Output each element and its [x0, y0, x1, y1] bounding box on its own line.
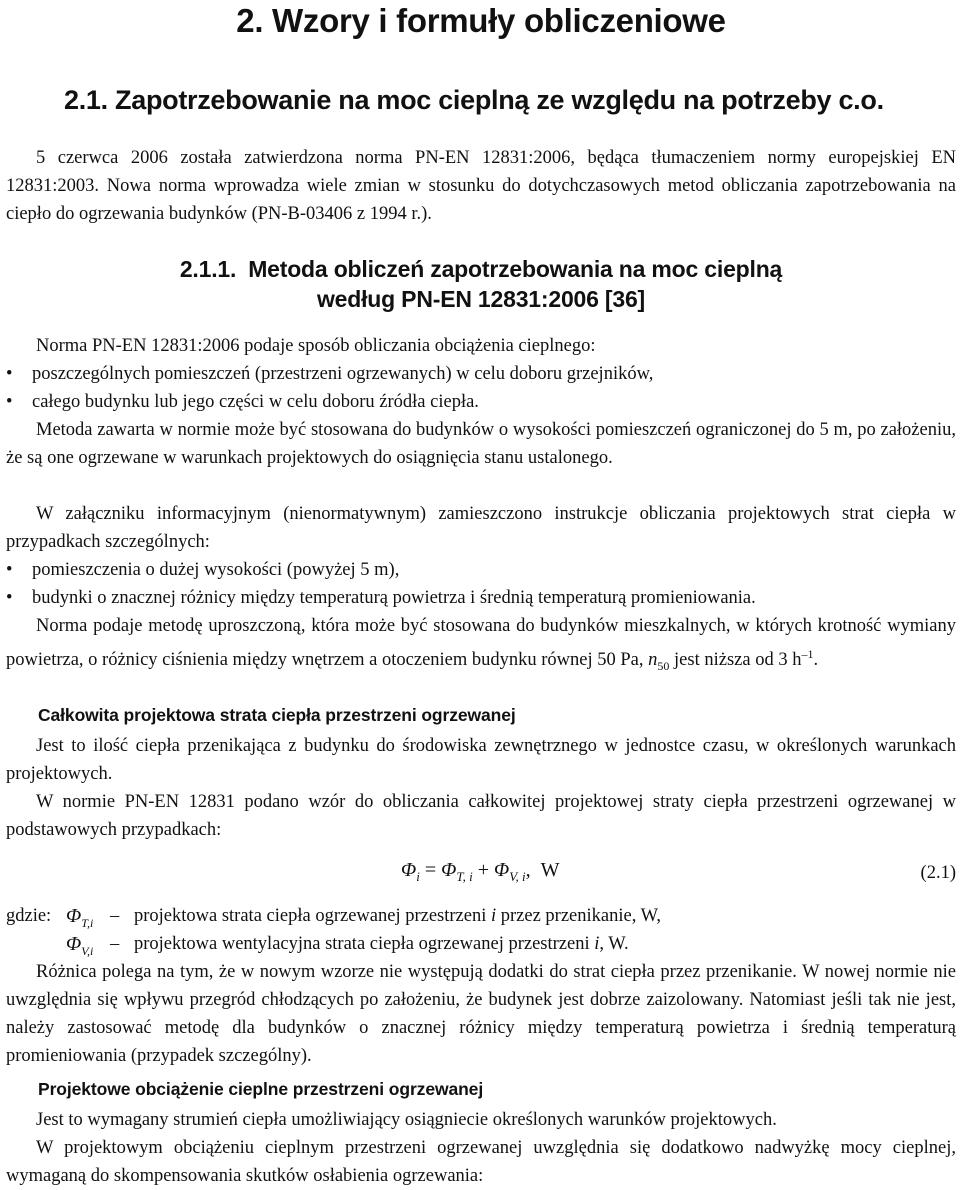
- list-item-text: poszczególnych pomieszczeń (przestrzeni ogrzewanych) w celu doboru grzejników,: [32, 364, 654, 384]
- bullet-icon: •: [6, 560, 13, 580]
- heading-total-heat-loss: Całkowita projektowa strata ciepła przestrzeni ogrzewanej: [38, 705, 516, 725]
- intro-text: 5 czerwca 2006 została zatwierdzona norma PN-EN 12831:2006, będąca tłumaczeniem normy europejskiej EN 12831:2003. Nowa norma wprowadza wiele zmian w stosunku do dotychczasowych metod obliczania zapotrzebowania na ciepło do ogrzewania budynków (PN-B-03406 z 1994 r.).: [6, 148, 956, 224]
- document-page: 2. Wzory i formuły obliczeniowe 2.1. Zapotrzebowanie na moc cieplną ze względu na potrzeby c.o. 5 czerwca 2006 została zatwierdzona norma PN-EN 12831:2006, będąca tłumaczeniem normy europejskiej EN 12831:2003. Nowa norma wprowadza wiele zmian w stosunku do dotychczasowych metod obliczania zapotrzebowania na ciepło do ogrzewania budynków (PN-B-03406 z 1994 r.). 2.1.1. Metoda obliczeń zapotrzebowania na moc cieplną według PN-EN 12831:2006 [36] Norma PN-EN 12831:2006 podaje sposób obliczania obciążenia cieplnego: • poszczególnych pomieszczeń (przestrzeni ogrzewanych) w celu doboru grzejników, • całego budynku lub jego części w celu doboru źródła ciepła. Metoda zawarta w normie może być stosowana do budynków o wysokości pomieszczeń ograniczonej do 5 m, po założeniu, że są one ogrzewane w warunkach projektowych do osiągnięcia stanu ustalonego. W załączniku informacyjnym (nienormatywnym) zamieszczono instrukcje obliczania projektowych strat ciepła w przypadkach szczególnych: • pomieszczenia o dużej wysokości (powyżej 5 m), • budynki o znacznej różnicy między temperaturą powietrza i średnią temperaturą promieniowania. Norma podaje metodę uproszczoną, która może być stosowana do budynków mieszkalnych, w których krotność wymiany powietrza, o różnicy ciśnienia między wnętrzem a otoczeniem budynku równej 50 Pa, $n_{50}$ jest niższa od 3 $h^{-1}$. Całkowita projektowa strata ciepła przestrzeni ogrzewanej Jest to ilość ciepła przenikająca z budynku do środowiska zewnętrznego w jednostce czasu, w określonych warunkach projektowych. W normie PN-EN 12831 podano wzór do obliczania całkowitej projektowej straty ciepła przestrzeni ogrzewanej w podstawowych przypadkach: $\Phi_i = \Phi_{T, i} + \Phi_{V, i}$, W (2.1) gdzie: $\Phi_{T,i}$ – projektowa strata ciepła ogrzewanej przestrzeni i przez przenikanie, W, $\Phi_{V,i}$ – projektowa wentylacyjna strata ciepła ogrzewanej przestrzeni i, W. Różnica polega na tym, że w nowym wzorze nie występują dodatki do strat ciepła przez przenikanie. W nowej normie nie uwzględnia się wpływu przegród chłodzących po założeniu, że budynek jest dobrze zaizolowany. Natomiast jeśli tak nie jest, należy zastosować metodę dla budynków o znacznej różnicy między temperaturą powietrza i średnią temperaturą promieniowania (przypadek szczególny). Projektowe obciążenie cieplne przestrzeni ogrzewanej Jest to wymagany strumień ciepła umożliwiający osiągniecie określonych warunków projektowych. W projektowym obciążeniu cieplnym przestrzeni ogrzewanej uwzględnia się dodatkowo nadwyżkę mocy cieplnej, wymaganą do skompensowania skutków osłabienia ogrzewania:: [6, 0, 956, 40]
- air-change-tail: .: [813, 650, 819, 671]
- list-item-text: całego budynku lub jego części w celu doboru źródła ciepła.: [32, 392, 479, 412]
- list-item-text: pomieszczenia o dużej wysokości (powyżej 5 m),: [32, 560, 400, 580]
- equation-formula: $\Phi_i = \Phi_{T, i} + \Phi_{V, i}$, W: [401, 859, 560, 884]
- paragraph-8: Jest to wymagany strumień ciepła umożliwiający osiągniecie określonych warunków projektowych.: [36, 1110, 777, 1130]
- air-change-subscript: 50: [657, 658, 670, 673]
- air-change-superscript: –1: [801, 647, 814, 661]
- subsection-title-line1: Metoda obliczeń zapotrzebowania na moc cieplną: [248, 256, 783, 282]
- definition-text: projektowa strata ciepła ogrzewanej przestrzeni i przez przenikanie, W,: [134, 906, 662, 926]
- paragraph-6: W normie PN-EN 12831 podano wzór do obliczania całkowitej projektowej straty ciepła przestrzeni ogrzewanej w podstawowych przypadkach:: [6, 792, 956, 840]
- definition-symbol: $\Phi_{T,i}$: [66, 905, 94, 930]
- air-change-text: jest niższa od 3 h: [669, 650, 802, 671]
- bullet-icon: •: [6, 364, 13, 384]
- bullet-icon: •: [6, 588, 13, 608]
- paragraph-7: Różnica polega na tym, że w nowym wzorze nie występują dodatki do strat ciepła przez przenikanie. W nowej normie nie uwzględnia się wpływu przegród chłodzących po założeniu, że budynek jest dobrze zaizolowany. Natomiast jeśli tak nie jest, należy zastosować metodę dla budynków o znacznej różnicy między temperaturą powietrza i średnią temperaturą promieniowania (przypadek szczególny).: [6, 962, 956, 1066]
- air-change-symbol: n: [648, 650, 658, 671]
- heading-design-heat-load: Projektowe obciążenie cieplne przestrzeni ogrzewanej: [38, 1079, 484, 1099]
- list-item-text: budynki o znacznej różnicy między temperaturą powietrza i średnią temperaturą promieniowania.: [32, 588, 756, 608]
- bullet-icon: •: [6, 392, 13, 412]
- section-title: 2.1. Zapotrzebowanie na moc cieplną ze względu na potrzeby c.o.: [64, 85, 884, 115]
- paragraph-3: W załączniku informacyjnym (nienormatywnym) zamieszczono instrukcje obliczania projektowych strat ciepła w przypadkach szczególnych:: [6, 504, 956, 552]
- subsection-title-line2: według PN-EN 12831:2006 [36]: [316, 286, 646, 312]
- paragraph-9: W projektowym obciążeniu cieplnym przestrzeni ogrzewanej uwzględnia się dodatkowo nadwyżkę mocy cieplnej, wymaganą do skompensowania skutków osłabienia ogrzewania:: [6, 1138, 956, 1186]
- equation-2-1: [6, 855, 956, 895]
- definition-symbol: $\Phi_{V,i}$: [66, 933, 94, 958]
- where-label: gdzie:: [6, 906, 52, 926]
- paragraph-2: Metoda zawarta w normie może być stosowana do budynków o wysokości pomieszczeń ograniczonej do 5 m, po założeniu, że są one ogrzewane w warunkach projektowych do osiągnięcia stanu ustalonego.: [6, 420, 956, 468]
- subsection-heading: [6, 254, 956, 314]
- paragraph-4-text: Norma podaje metodę uproszczoną, która może być stosowana do budynków mieszkalnych, w których krotność wymiany powietrza, o różnicy ciśnienia między wnętrzem a otoczeniem budynku równej 50 Pa,: [6, 616, 956, 671]
- equation-number: (2.1): [920, 863, 956, 883]
- equation-unit: W: [540, 859, 560, 881]
- paragraph-1: Norma PN-EN 12831:2006 podaje sposób obliczania obciążenia cieplnego:: [36, 336, 596, 356]
- chapter-title: 2. Wzory i formuły obliczeniowe: [236, 2, 726, 39]
- paragraph-5: Jest to ilość ciepła przenikająca z budynku do środowiska zewnętrznego w jednostce czasu, w określonych warunkach projektowych.: [6, 736, 956, 784]
- definition-text: projektowa wentylacyjna strata ciepła ogrzewanej przestrzeni i, W.: [134, 934, 629, 954]
- paragraph-4: [6, 612, 956, 680]
- intro-paragraph: [6, 144, 956, 228]
- subsection-number: 2.1.1.: [179, 256, 237, 282]
